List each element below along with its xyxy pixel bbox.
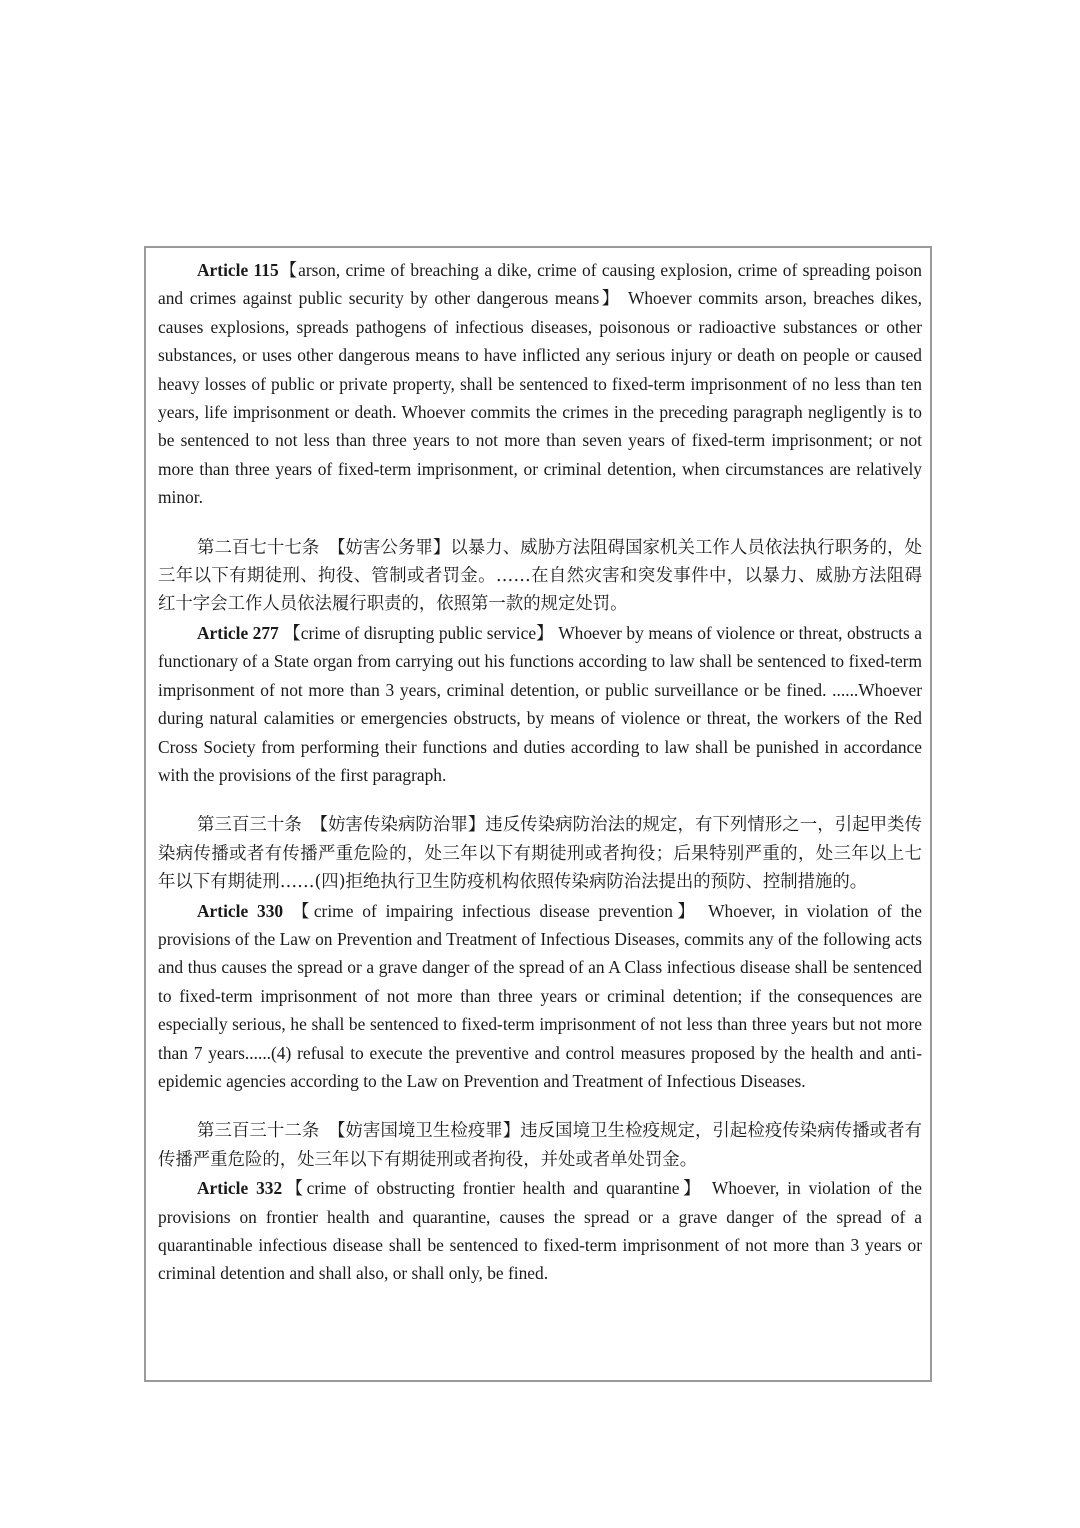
- article-heading: 【crime of obstructing frontier health and quarantine】: [282, 1178, 705, 1199]
- article-number: Article 332: [197, 1178, 283, 1199]
- article-number: Article 115: [197, 260, 279, 280]
- article-body: Whoever, in violation of the provisions on frontier health and quarantine, causes the spread or a grave danger of the spread of a quarantinable infectious disease shall be sentenced to fixed-term imprisonment of not more than 3 years or criminal detention and shall also, or shall only, be fined.: [158, 1178, 922, 1284]
- article-body: Whoever by means of violence or threat, obstructs a functionary of a State organ from carrying out his functions according to law shall be sentenced to fixed-term imprisonment of not more than 3 years, criminal detention, or public surveillance or be fined. ......Whoever during natural calamities or emergencies obstructs, by means of violence or threat, the workers of the Red Cross Society from performing their functions and duties according to law shall be punished in accordance with the provisions of the first paragraph.: [158, 622, 922, 785]
- article-number: Article 277: [197, 622, 279, 643]
- document-body: [158, 256, 922, 1288]
- article-332-en: [158, 1174, 922, 1288]
- article-330-zh: 第三百三十条 【妨害传染病防治罪】违反传染病防治法的规定，有下列情形之一，引起甲类传染病传播或者有传播严重危险的，处三年以下有期徒刑或者拘役；后果特别严重的，处三年以上七年以下有期徒刑……(四)拒绝执行卫生防疫机构依照传染病防治法提出的预防、控制措施的。: [158, 815, 922, 893]
- article-heading: 【arson, crime of breaching a dike, crime of causing explosion, crime of spreading poison and crimes against public security by other dangerous means】: [158, 260, 922, 309]
- article-332-zh: 第三百三十二条 【妨害国境卫生检疫罪】违反国境卫生检疫规定，引起检疫传染病传播或者有传播严重危险的，处三年以下有期徒刑或者拘役，并处或者单处罚金。: [158, 1121, 922, 1170]
- article-number: Article 330: [197, 900, 284, 921]
- article-body: Whoever, in violation of the provisions of the Law on Prevention and Treatment of Infectious Diseases, commits any of the following acts and thus causes the spread or a grave danger of the spread of an A Class infectious disease shall be sentenced to fixed-term imprisonment of not more than three years or criminal detention; if the consequences are especially serious, he shall be sentenced to fixed-term imprisonment of not less than three years but not more than 7 years......(4) refusal to execute the preventive and control measures proposed by the health and anti-epidemic agencies according to the Law on Prevention and Treatment of Infectious Diseases.: [158, 900, 922, 1091]
- article-heading: 【crime of impairing infectious disease prevention】: [291, 900, 700, 921]
- article-277-zh: 第二百七十七条 【妨害公务罪】以暴力、威胁方法阻碍国家机关工作人员依法执行职务的，处三年以下有期徒刑、拘役、管制或者罚金。……在自然灾害和突发事件中，以暴力、威胁方法阻碍红十字会工作人员依法履行职责的，依照第一款的规定处罚。: [158, 537, 922, 615]
- article-body: Whoever commits arson, breaches dikes, causes explosions, spreads pathogens of infectious diseases, poisonous or radioactive substances or other substances, or uses other dangerous means to have inflicted any serious injury or death on people or caused heavy losses of public or private property, shall be sentenced to fixed-term imprisonment of no less than ten years, life imprisonment or death. Whoever commits the crimes in the preceding paragraph negligently is to be sentenced to not less than three years to not more than seven years of fixed-term imprisonment; or not more than three years of fixed-term imprisonment, or criminal detention, when circumstances are relatively minor.: [158, 288, 922, 508]
- article-115-en: [158, 256, 922, 512]
- article-heading: 【crime of disrupting public service】: [283, 622, 554, 643]
- article-277-en: [158, 619, 922, 789]
- article-330-en: [158, 897, 922, 1096]
